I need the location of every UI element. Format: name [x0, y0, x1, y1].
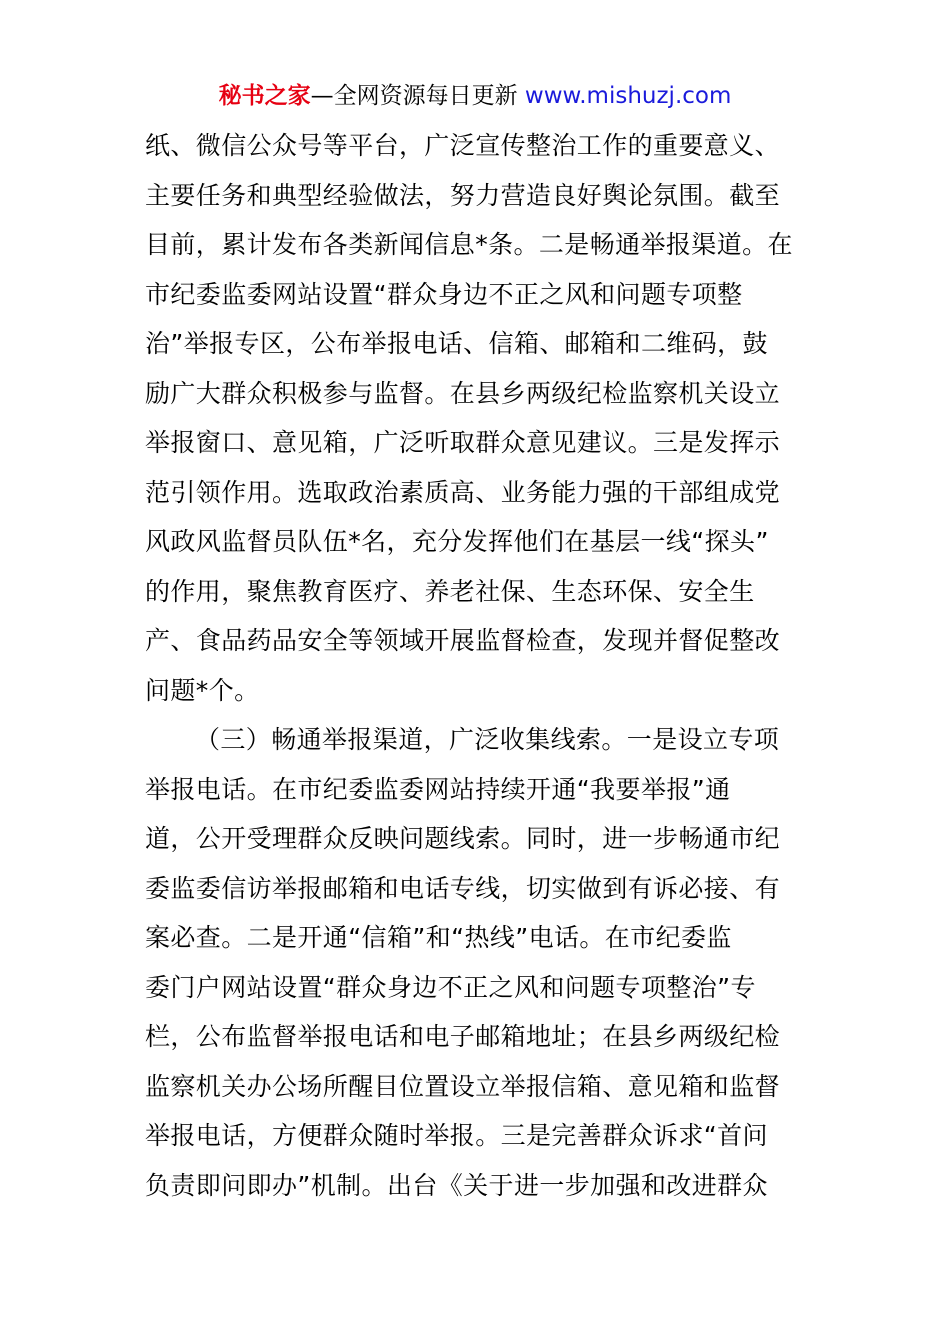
text-line: 案必查。二是开通“信箱”和“热线”电话。在市纪委监	[145, 923, 732, 952]
text-line: 励广大群众积极参与监督。在县乡两级纪检监察机关设立	[145, 378, 781, 408]
section-heading-line: （三）畅通举报渠道，广泛收集线索。一是设立专项	[195, 725, 780, 754]
text-line: 目前，累计发布各类新闻信息*条。二是畅通举报渠道。在	[145, 230, 793, 259]
text-line: 问题*个。	[145, 675, 260, 705]
text-line: 举报电话。在市纪委监委网站持续开通“我要举报”通	[145, 774, 731, 804]
text-line: 委监委信访举报邮箱和电话专线，切实做到有诉必接、有	[145, 873, 781, 903]
text-line: 举报电话，方便群众随时举报。三是完善群众诉求“首问	[145, 1121, 768, 1150]
text-line: 主要任务和典型经验做法，努力营造良好舆论氛围。截至	[145, 180, 781, 210]
document-body	[145, 121, 805, 1210]
text-line: 举报窗口、意见箱，广泛听取群众意见建议。三是发挥示	[145, 428, 781, 457]
text-line: 范引领作用。选取政治素质高、业务能力强的干部组成党	[145, 477, 781, 507]
text-line: 栏，公布监督举报电话和电子邮箱地址；在县乡两级纪检	[145, 1022, 781, 1051]
text-line: 纸、微信公众号等平台，广泛宣传整治工作的重要意义、	[145, 131, 781, 160]
text-line: 产、食品药品安全等领域开展监督检查，发现并督促整改	[145, 626, 781, 655]
text-line: 委门户网站设置“群众身边不正之风和问题专项整治”专	[145, 972, 756, 1002]
header-tagline: —全网资源每日更新	[310, 83, 525, 109]
site-url: www.mishuzj.com	[524, 83, 732, 109]
text-line: 道，公开受理群众反映问题线索。同时，进一步畅通市纪	[145, 824, 781, 853]
text-line: 监察机关办公场所醒目位置设立举报信箱、意见箱和监督	[145, 1071, 781, 1101]
page-header	[0, 80, 950, 112]
text-line: 治”举报专区，公布举报电话、信箱、邮箱和二维码，鼓	[145, 329, 768, 358]
text-line: 市纪委监委网站设置“群众身边不正之风和问题专项整	[145, 279, 743, 309]
text-line: 负责即问即办”机制。出台《关于进一步加强和改进群众	[145, 1170, 768, 1200]
text-line: 的作用，聚焦教育医疗、养老社保、生态环保、安全生	[145, 576, 755, 606]
text-line: 风政风监督员队伍*名，充分发挥他们在基层一线“探头”	[145, 527, 769, 556]
brand-name: 秘书之家	[218, 83, 311, 109]
